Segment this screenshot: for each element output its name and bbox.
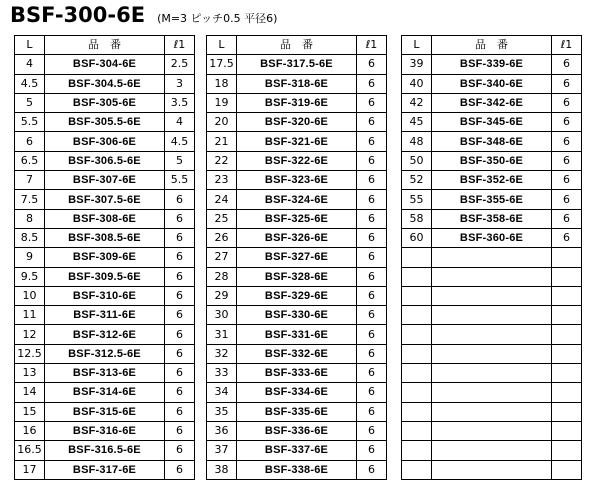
- length-cell: 22: [207, 151, 237, 170]
- spec-table-1: [14, 35, 195, 480]
- spec-table-3: [401, 35, 582, 480]
- l1-cell: 6: [165, 460, 195, 479]
- part-number-cell: BSF-317-6E: [45, 460, 165, 479]
- l1-cell: 6: [357, 364, 387, 383]
- part-number-cell: BSF-307-6E: [45, 171, 165, 190]
- table-row: [402, 209, 582, 228]
- table-row: [402, 171, 582, 190]
- table-row: [15, 171, 195, 190]
- l1-cell: 6: [552, 171, 582, 190]
- table-row: [207, 55, 387, 74]
- length-cell: 48: [402, 132, 432, 151]
- l1-cell: 4: [165, 113, 195, 132]
- table-row: [402, 325, 582, 344]
- table-row: [15, 248, 195, 267]
- l1-cell: [552, 325, 582, 344]
- table-row: [207, 344, 387, 363]
- l1-cell: [552, 306, 582, 325]
- length-cell: 55: [402, 190, 432, 209]
- l1-cell: 6: [357, 344, 387, 363]
- l1-cell: 6: [165, 441, 195, 460]
- table-row: [402, 93, 582, 112]
- length-cell: 19: [207, 93, 237, 112]
- length-cell: 17: [15, 460, 45, 479]
- table-row: [15, 364, 195, 383]
- part-number-cell: BSF-322-6E: [237, 151, 357, 170]
- part-number-cell: BSF-326-6E: [237, 228, 357, 247]
- table-row: [207, 74, 387, 93]
- table-row: [15, 344, 195, 363]
- length-cell: 8.5: [15, 228, 45, 247]
- l1-cell: 6: [357, 286, 387, 305]
- l1-cell: 6: [357, 190, 387, 209]
- table-row: [402, 151, 582, 170]
- part-number-cell: [432, 383, 552, 402]
- length-cell: 33: [207, 364, 237, 383]
- part-number-cell: BSF-318-6E: [237, 74, 357, 93]
- length-cell: 13: [15, 364, 45, 383]
- l1-cell: 6: [552, 93, 582, 112]
- part-number-cell: BSF-320-6E: [237, 113, 357, 132]
- part-number-cell: BSF-334-6E: [237, 383, 357, 402]
- length-cell: 7.5: [15, 190, 45, 209]
- table-row: [402, 228, 582, 247]
- length-cell: 25: [207, 209, 237, 228]
- length-cell: 40: [402, 74, 432, 93]
- length-cell: 50: [402, 151, 432, 170]
- part-number-cell: BSF-329-6E: [237, 286, 357, 305]
- part-number-cell: BSF-304.5-6E: [45, 74, 165, 93]
- length-cell: 35: [207, 402, 237, 421]
- table-row: [15, 228, 195, 247]
- l1-cell: [552, 421, 582, 440]
- length-cell: 31: [207, 325, 237, 344]
- table-row: [402, 132, 582, 151]
- header-l1: ℓ1: [357, 36, 387, 55]
- l1-cell: 6: [165, 421, 195, 440]
- length-cell: 39: [402, 55, 432, 74]
- l1-cell: 6: [552, 190, 582, 209]
- l1-cell: 6: [165, 228, 195, 247]
- part-number-cell: BSF-355-6E: [432, 190, 552, 209]
- part-number-cell: [432, 344, 552, 363]
- l1-cell: 6: [357, 402, 387, 421]
- table-row: [402, 383, 582, 402]
- l1-cell: 6: [357, 441, 387, 460]
- l1-cell: 6: [165, 306, 195, 325]
- table-row: [207, 228, 387, 247]
- length-cell: 37: [207, 441, 237, 460]
- table-row: [402, 441, 582, 460]
- l1-cell: 5.5: [165, 171, 195, 190]
- part-number-cell: BSF-306.5-6E: [45, 151, 165, 170]
- l1-cell: 6: [552, 55, 582, 74]
- l1-cell: 6: [357, 55, 387, 74]
- length-cell: [402, 364, 432, 383]
- length-cell: 17.5: [207, 55, 237, 74]
- l1-cell: 6: [552, 132, 582, 151]
- l1-cell: 5: [165, 151, 195, 170]
- part-number-cell: BSF-312-6E: [45, 325, 165, 344]
- table-row: [207, 402, 387, 421]
- length-cell: 6: [15, 132, 45, 151]
- part-number-cell: BSF-345-6E: [432, 113, 552, 132]
- table-row: [15, 306, 195, 325]
- part-number-cell: [432, 306, 552, 325]
- length-cell: 9: [15, 248, 45, 267]
- part-number-cell: BSF-308.5-6E: [45, 228, 165, 247]
- l1-cell: [552, 267, 582, 286]
- table-row: [402, 364, 582, 383]
- l1-cell: 6: [357, 228, 387, 247]
- length-cell: 60: [402, 228, 432, 247]
- table-row: [207, 209, 387, 228]
- table-row: [402, 113, 582, 132]
- length-cell: 21: [207, 132, 237, 151]
- table-row: [207, 325, 387, 344]
- part-number-cell: [432, 402, 552, 421]
- table-row: [15, 441, 195, 460]
- length-cell: 10: [15, 286, 45, 305]
- part-number-cell: [432, 364, 552, 383]
- part-number-cell: BSF-315-6E: [45, 402, 165, 421]
- length-cell: 32: [207, 344, 237, 363]
- l1-cell: [552, 460, 582, 479]
- table-row: [207, 171, 387, 190]
- table-row: [15, 151, 195, 170]
- length-cell: 30: [207, 306, 237, 325]
- table-row: [15, 286, 195, 305]
- page-subtitle: (M=3 ピッチ0.5 平径6): [157, 12, 278, 25]
- header-l: L: [15, 36, 45, 55]
- table-row: [402, 55, 582, 74]
- length-cell: [402, 267, 432, 286]
- l1-cell: 6: [165, 267, 195, 286]
- l1-cell: [552, 248, 582, 267]
- part-number-cell: BSF-348-6E: [432, 132, 552, 151]
- table-row: [207, 267, 387, 286]
- header-row: [207, 36, 387, 55]
- part-number-cell: BSF-312.5-6E: [45, 344, 165, 363]
- part-number-cell: BSF-328-6E: [237, 267, 357, 286]
- l1-cell: 2.5: [165, 55, 195, 74]
- l1-cell: 6: [357, 74, 387, 93]
- part-number-cell: BSF-338-6E: [237, 460, 357, 479]
- length-cell: 6.5: [15, 151, 45, 170]
- l1-cell: 6: [357, 267, 387, 286]
- table-row: [15, 55, 195, 74]
- part-number-cell: BSF-324-6E: [237, 190, 357, 209]
- part-number-cell: BSF-309-6E: [45, 248, 165, 267]
- l1-cell: 6: [357, 383, 387, 402]
- part-number-cell: BSF-304-6E: [45, 55, 165, 74]
- part-number-cell: BSF-323-6E: [237, 171, 357, 190]
- part-number-cell: BSF-307.5-6E: [45, 190, 165, 209]
- table-row: [207, 286, 387, 305]
- part-number-cell: [432, 460, 552, 479]
- length-cell: [402, 325, 432, 344]
- l1-cell: 6: [165, 209, 195, 228]
- l1-cell: 6: [165, 364, 195, 383]
- table-row: [207, 460, 387, 479]
- part-number-cell: BSF-335-6E: [237, 402, 357, 421]
- length-cell: 27: [207, 248, 237, 267]
- part-number-cell: [432, 286, 552, 305]
- table-row: [15, 93, 195, 112]
- table-row: [402, 421, 582, 440]
- length-cell: [402, 286, 432, 305]
- part-number-cell: BSF-327-6E: [237, 248, 357, 267]
- part-number-cell: BSF-352-6E: [432, 171, 552, 190]
- part-number-cell: BSF-360-6E: [432, 228, 552, 247]
- spec-table-2: [206, 35, 387, 480]
- length-cell: [402, 460, 432, 479]
- l1-cell: [552, 364, 582, 383]
- l1-cell: 6: [552, 151, 582, 170]
- length-cell: 45: [402, 113, 432, 132]
- table-row: [207, 248, 387, 267]
- part-number-cell: BSF-339-6E: [432, 55, 552, 74]
- l1-cell: [552, 344, 582, 363]
- l1-cell: 6: [165, 190, 195, 209]
- table-row: [15, 325, 195, 344]
- table-row: [402, 74, 582, 93]
- l1-cell: [552, 441, 582, 460]
- length-cell: 58: [402, 209, 432, 228]
- part-number-cell: [432, 267, 552, 286]
- table-row: [402, 248, 582, 267]
- table-row: [15, 113, 195, 132]
- length-cell: 52: [402, 171, 432, 190]
- table-row: [402, 402, 582, 421]
- part-number-cell: BSF-350-6E: [432, 151, 552, 170]
- length-cell: 4: [15, 55, 45, 74]
- table-row: [207, 306, 387, 325]
- l1-cell: 6: [357, 113, 387, 132]
- length-cell: 38: [207, 460, 237, 479]
- table-row: [15, 402, 195, 421]
- table-row: [15, 132, 195, 151]
- length-cell: [402, 344, 432, 363]
- part-number-cell: BSF-305.5-6E: [45, 113, 165, 132]
- part-number-cell: [432, 421, 552, 440]
- length-cell: [402, 306, 432, 325]
- table-row: [207, 383, 387, 402]
- part-number-cell: [432, 248, 552, 267]
- part-number-cell: BSF-314-6E: [45, 383, 165, 402]
- length-cell: 9.5: [15, 267, 45, 286]
- part-number-cell: BSF-308-6E: [45, 209, 165, 228]
- length-cell: 34: [207, 383, 237, 402]
- length-cell: 29: [207, 286, 237, 305]
- l1-cell: 6: [357, 460, 387, 479]
- l1-cell: 6: [552, 209, 582, 228]
- length-cell: 12.5: [15, 344, 45, 363]
- l1-cell: 6: [165, 344, 195, 363]
- length-cell: 5.5: [15, 113, 45, 132]
- part-number-cell: BSF-316.5-6E: [45, 441, 165, 460]
- table-row: [402, 190, 582, 209]
- part-number-cell: BSF-332-6E: [237, 344, 357, 363]
- table-row: [15, 421, 195, 440]
- table-row: [15, 190, 195, 209]
- table-row: [207, 190, 387, 209]
- table-row: [402, 286, 582, 305]
- l1-cell: 6: [357, 132, 387, 151]
- l1-cell: 6: [165, 402, 195, 421]
- part-number-cell: BSF-358-6E: [432, 209, 552, 228]
- l1-cell: 6: [357, 325, 387, 344]
- length-cell: 4.5: [15, 74, 45, 93]
- part-number-cell: BSF-309.5-6E: [45, 267, 165, 286]
- l1-cell: 6: [165, 325, 195, 344]
- part-number-cell: BSF-306-6E: [45, 132, 165, 151]
- l1-cell: 6: [552, 228, 582, 247]
- length-cell: 15: [15, 402, 45, 421]
- l1-cell: 6: [357, 209, 387, 228]
- header-part-number: 品 番: [237, 36, 357, 55]
- table-row: [207, 364, 387, 383]
- header-row: [402, 36, 582, 55]
- part-number-cell: BSF-330-6E: [237, 306, 357, 325]
- length-cell: 12: [15, 325, 45, 344]
- spec-tables: [14, 35, 596, 493]
- length-cell: 20: [207, 113, 237, 132]
- part-number-cell: BSF-325-6E: [237, 209, 357, 228]
- l1-cell: 6: [357, 171, 387, 190]
- length-cell: [402, 383, 432, 402]
- part-number-cell: BSF-319-6E: [237, 93, 357, 112]
- table-row: [402, 306, 582, 325]
- length-cell: 8: [15, 209, 45, 228]
- part-number-cell: BSF-321-6E: [237, 132, 357, 151]
- part-number-cell: [432, 325, 552, 344]
- header-l: L: [402, 36, 432, 55]
- l1-cell: 6: [552, 113, 582, 132]
- length-cell: 16.5: [15, 441, 45, 460]
- part-number-cell: [432, 441, 552, 460]
- l1-cell: 6: [357, 151, 387, 170]
- length-cell: [402, 248, 432, 267]
- part-number-cell: BSF-333-6E: [237, 364, 357, 383]
- part-number-cell: BSF-317.5-6E: [237, 55, 357, 74]
- part-number-cell: BSF-336-6E: [237, 421, 357, 440]
- length-cell: [402, 421, 432, 440]
- length-cell: 18: [207, 74, 237, 93]
- length-cell: 24: [207, 190, 237, 209]
- part-number-cell: BSF-331-6E: [237, 325, 357, 344]
- length-cell: 23: [207, 171, 237, 190]
- part-number-cell: BSF-340-6E: [432, 74, 552, 93]
- page-title: BSF-300-6E: [10, 3, 146, 27]
- length-cell: 14: [15, 383, 45, 402]
- part-number-cell: BSF-337-6E: [237, 441, 357, 460]
- length-cell: 5: [15, 93, 45, 112]
- table-row: [402, 267, 582, 286]
- page-header: [10, 3, 277, 31]
- l1-cell: 4.5: [165, 132, 195, 151]
- table-row: [15, 74, 195, 93]
- header-row: [15, 36, 195, 55]
- length-cell: 16: [15, 421, 45, 440]
- table-row: [207, 113, 387, 132]
- length-cell: 26: [207, 228, 237, 247]
- table-row: [207, 132, 387, 151]
- length-cell: 11: [15, 306, 45, 325]
- length-cell: 28: [207, 267, 237, 286]
- l1-cell: 6: [357, 248, 387, 267]
- table-row: [15, 460, 195, 479]
- part-number-cell: BSF-311-6E: [45, 306, 165, 325]
- l1-cell: 6: [165, 248, 195, 267]
- length-cell: 36: [207, 421, 237, 440]
- table-row: [402, 344, 582, 363]
- table-row: [402, 460, 582, 479]
- l1-cell: [552, 286, 582, 305]
- table-row: [207, 93, 387, 112]
- table-row: [207, 151, 387, 170]
- header-l: L: [207, 36, 237, 55]
- length-cell: 42: [402, 93, 432, 112]
- header-l1: ℓ1: [165, 36, 195, 55]
- l1-cell: 3.5: [165, 93, 195, 112]
- part-number-cell: BSF-313-6E: [45, 364, 165, 383]
- l1-cell: 3: [165, 74, 195, 93]
- table-row: [15, 383, 195, 402]
- header-part-number: 品 番: [45, 36, 165, 55]
- part-number-cell: BSF-305-6E: [45, 93, 165, 112]
- table-row: [207, 421, 387, 440]
- table-row: [15, 209, 195, 228]
- l1-cell: [552, 402, 582, 421]
- length-cell: [402, 441, 432, 460]
- part-number-cell: BSF-310-6E: [45, 286, 165, 305]
- length-cell: 7: [15, 171, 45, 190]
- table-row: [15, 267, 195, 286]
- l1-cell: 6: [165, 383, 195, 402]
- header-l1: ℓ1: [552, 36, 582, 55]
- l1-cell: 6: [357, 93, 387, 112]
- l1-cell: 6: [357, 306, 387, 325]
- l1-cell: 6: [165, 286, 195, 305]
- length-cell: [402, 402, 432, 421]
- l1-cell: 6: [357, 421, 387, 440]
- table-row: [207, 441, 387, 460]
- l1-cell: 6: [552, 74, 582, 93]
- part-number-cell: BSF-316-6E: [45, 421, 165, 440]
- part-number-cell: BSF-342-6E: [432, 93, 552, 112]
- header-part-number: 品 番: [432, 36, 552, 55]
- l1-cell: [552, 383, 582, 402]
